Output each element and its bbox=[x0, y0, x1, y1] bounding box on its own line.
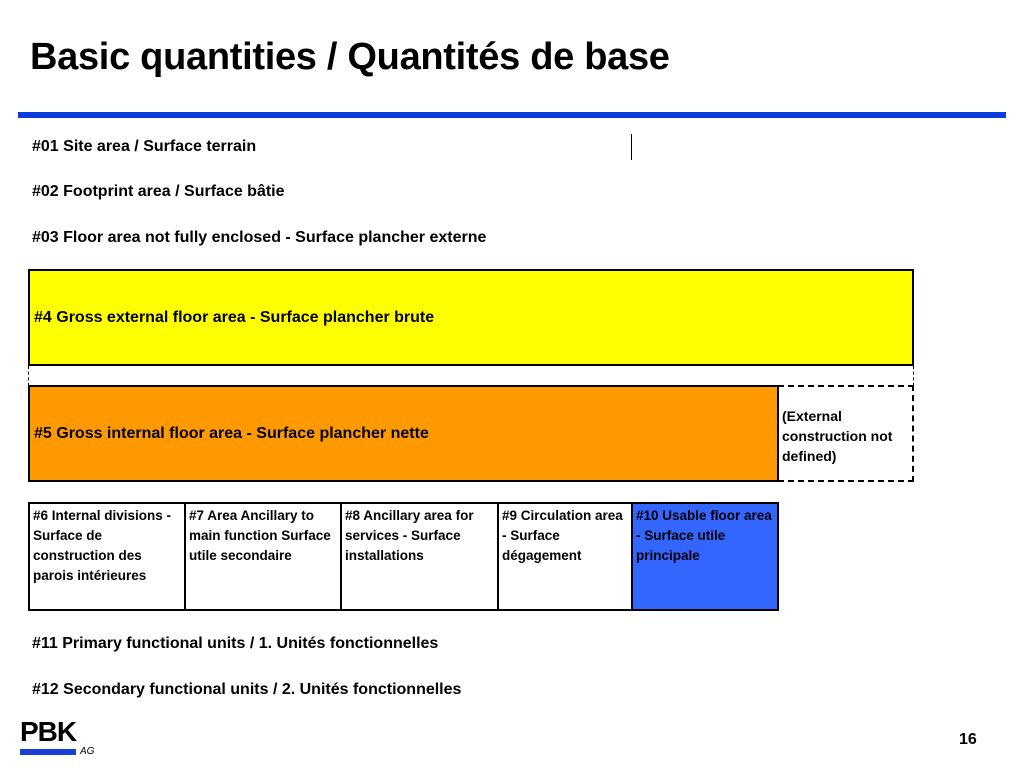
logo-sub: AG bbox=[80, 746, 95, 757]
item-floor-area-not-enclosed: #03 Floor area not fully enclosed - Surface plancher externe bbox=[32, 229, 487, 246]
internal-divisions-cell: #6 Internal divisions - Surface de construction des parois intérieures bbox=[28, 502, 186, 611]
logo-bar bbox=[20, 749, 76, 755]
external-construction-note: (External construction not defined) bbox=[778, 385, 914, 482]
item-primary-functional-units: #11 Primary functional units / 1. Unités fonctionnelles bbox=[32, 635, 439, 652]
ancillary-area-cell: #7 Area Ancillary to main function Surface utile secondaire bbox=[184, 502, 342, 611]
gross-internal-floor-area-label: #5 Gross internal floor area - Surface plancher nette bbox=[34, 424, 429, 442]
dashed-connector bbox=[28, 366, 914, 386]
text-cursor bbox=[631, 134, 632, 160]
title-divider bbox=[18, 112, 1006, 118]
page-number: 16 bbox=[959, 731, 977, 748]
gross-internal-floor-area-box bbox=[28, 385, 779, 482]
gross-external-floor-area-label: #4 Gross external floor area - Surface plancher brute bbox=[34, 308, 435, 326]
item-footprint-area: #02 Footprint area / Surface bâtie bbox=[32, 183, 285, 200]
page-title: Basic quantities / Quantités de base bbox=[30, 36, 670, 78]
circulation-area-cell: #9 Circulation area - Surface dégagement bbox=[497, 502, 633, 611]
logo-text: PBK bbox=[20, 716, 77, 747]
item-site-area: #01 Site area / Surface terrain bbox=[32, 138, 257, 155]
usable-floor-area-cell: #10 Usable floor area - Surface utile principale bbox=[631, 502, 779, 611]
item-secondary-functional-units: #12 Secondary functional units / 2. Unités fonctionnelles bbox=[32, 681, 462, 698]
gross-external-floor-area-box bbox=[28, 269, 914, 366]
services-area-cell: #8 Ancillary area for services - Surface installations bbox=[340, 502, 499, 611]
